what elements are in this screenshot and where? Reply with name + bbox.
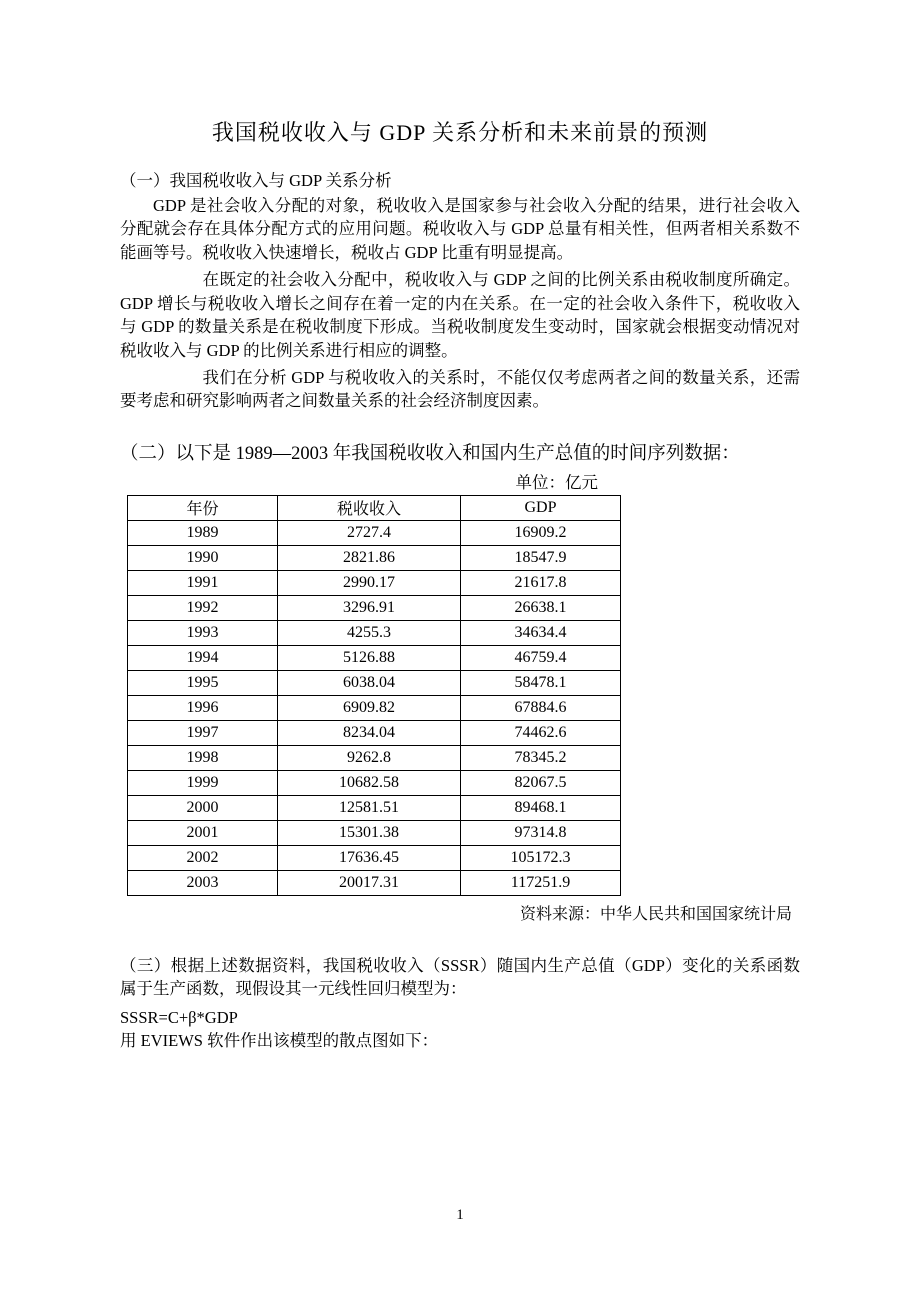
- table-row: [128, 645, 621, 670]
- table-cell: 1998: [128, 745, 278, 770]
- table-row: [128, 545, 621, 570]
- document-title: 我国税收收入与 GDP 关系分析和未来前景的预测: [211, 120, 709, 145]
- section-1-paragraph-1: GDP 是社会收入分配的对象，税收收入是国家参与社会收入分配的结果，进行社会收入分配就会存在具体分配方式的应用问题。税收收入与 GDP 总量有相关性，但两者相关系数不能画等号。税收收入快速增长，税收占 GDP 比重有明显提高。: [120, 196, 800, 262]
- table-cell: 3296.91: [278, 595, 461, 620]
- table-cell: 58478.1: [461, 670, 621, 695]
- table-cell: 2821.86: [278, 545, 461, 570]
- table-cell: 18547.9: [461, 545, 621, 570]
- table-header-cell: 年份: [128, 495, 278, 520]
- table-cell: 8234.04: [278, 720, 461, 745]
- table-cell: 2000: [128, 795, 278, 820]
- table-row: [128, 720, 621, 745]
- unit-label: 单位：亿元: [515, 472, 598, 492]
- table-row: [128, 695, 621, 720]
- section-3-paragraph-1: （三）根据上述数据资料，我国税收收入（SSSR）随国内生产总值（GDP）变化的关系函数属于生产函数，现假设其一元线性回归模型为：: [120, 955, 800, 999]
- table-cell: 2990.17: [278, 570, 461, 595]
- table-cell: 2727.4: [278, 520, 461, 545]
- table-row: [128, 620, 621, 645]
- table-cell: 89468.1: [461, 795, 621, 820]
- table-cell: 5126.88: [278, 645, 461, 670]
- table-cell: 2001: [128, 820, 278, 845]
- table-cell: 1994: [128, 645, 278, 670]
- table-cell: 26638.1: [461, 595, 621, 620]
- table-cell: 97314.8: [461, 820, 621, 845]
- section-1: [120, 167, 800, 413]
- table-cell: 17636.45: [278, 845, 461, 870]
- table-row: [128, 770, 621, 795]
- table-cell: 15301.38: [278, 820, 461, 845]
- table-cell: 6038.04: [278, 670, 461, 695]
- table-cell: 2002: [128, 845, 278, 870]
- data-table-body: [128, 520, 621, 895]
- table-cell: 46759.4: [461, 645, 621, 670]
- table-cell: 4255.3: [278, 620, 461, 645]
- section-1-heading: （一）我国税收收入与 GDP 关系分析: [120, 171, 392, 190]
- table-row: [128, 870, 621, 895]
- table-cell: 6909.82: [278, 695, 461, 720]
- source-note: 资料来源：中华人民共和国国家统计局: [519, 905, 792, 923]
- table-cell: 2003: [128, 870, 278, 895]
- table-cell: 10682.58: [278, 770, 461, 795]
- regression-formula: SSSR=C+β*GDP: [120, 1007, 238, 1027]
- section-1-paragraph-2: 在既定的社会收入分配中，税收收入与 GDP 之间的比例关系由税收制度所确定。GDP 增长与税收收入增长之间存在着一定的内在关系。在一定的社会收入条件下，税收收入与 GDP 的数量关系是在税收制度下形成。当税收制度发生变动时，国家就会根据变动情况对税收收入与 GDP 的比例关系进行相应的调整。: [120, 270, 800, 360]
- table-cell: 105172.3: [461, 845, 621, 870]
- table-row: [128, 845, 621, 870]
- section-2: [120, 439, 800, 924]
- section-3: [120, 954, 800, 1053]
- table-cell: 1995: [128, 670, 278, 695]
- table-cell: 21617.8: [461, 570, 621, 595]
- data-table: [127, 495, 621, 896]
- table-row: [128, 520, 621, 545]
- table-cell: 1993: [128, 620, 278, 645]
- table-row: [128, 570, 621, 595]
- data-table-head: [128, 495, 621, 520]
- table-row: [128, 795, 621, 820]
- table-cell: 9262.8: [278, 745, 461, 770]
- table-row: [128, 820, 621, 845]
- section-3-paragraph-2: 用 EVIEWS 软件作出该模型的散点图如下：: [120, 1031, 439, 1051]
- table-cell: 1992: [128, 595, 278, 620]
- table-row: [128, 670, 621, 695]
- section-2-heading: （二）以下是 1989—2003 年我国税收收入和国内生产总值的时间序列数据：: [120, 443, 740, 464]
- table-cell: 1989: [128, 520, 278, 545]
- table-cell: 1991: [128, 570, 278, 595]
- table-cell: 117251.9: [461, 870, 621, 895]
- table-row: [128, 595, 621, 620]
- table-cell: 67884.6: [461, 695, 621, 720]
- table-cell: 1996: [128, 695, 278, 720]
- table-cell: 1990: [128, 545, 278, 570]
- section-1-paragraph-3: 我们在分析 GDP 与税收收入的关系时，不能仅仅考虑两者之间的数量关系，还需要考虑和研究影响两者之间数量关系的社会经济制度因素。: [120, 367, 800, 411]
- table-cell: 1999: [128, 770, 278, 795]
- table-cell: 12581.51: [278, 795, 461, 820]
- table-cell: 1997: [128, 720, 278, 745]
- data-table-head-row: [128, 495, 621, 520]
- table-cell: 78345.2: [461, 745, 621, 770]
- table-cell: 34634.4: [461, 620, 621, 645]
- table-cell: 20017.31: [278, 870, 461, 895]
- table-row: [128, 745, 621, 770]
- table-header-cell: 税收收入: [278, 495, 461, 520]
- table-header-cell: GDP: [461, 495, 621, 520]
- table-cell: 16909.2: [461, 520, 621, 545]
- table-cell: 74462.6: [461, 720, 621, 745]
- table-cell: 82067.5: [461, 770, 621, 795]
- page-number: 1: [456, 1207, 464, 1223]
